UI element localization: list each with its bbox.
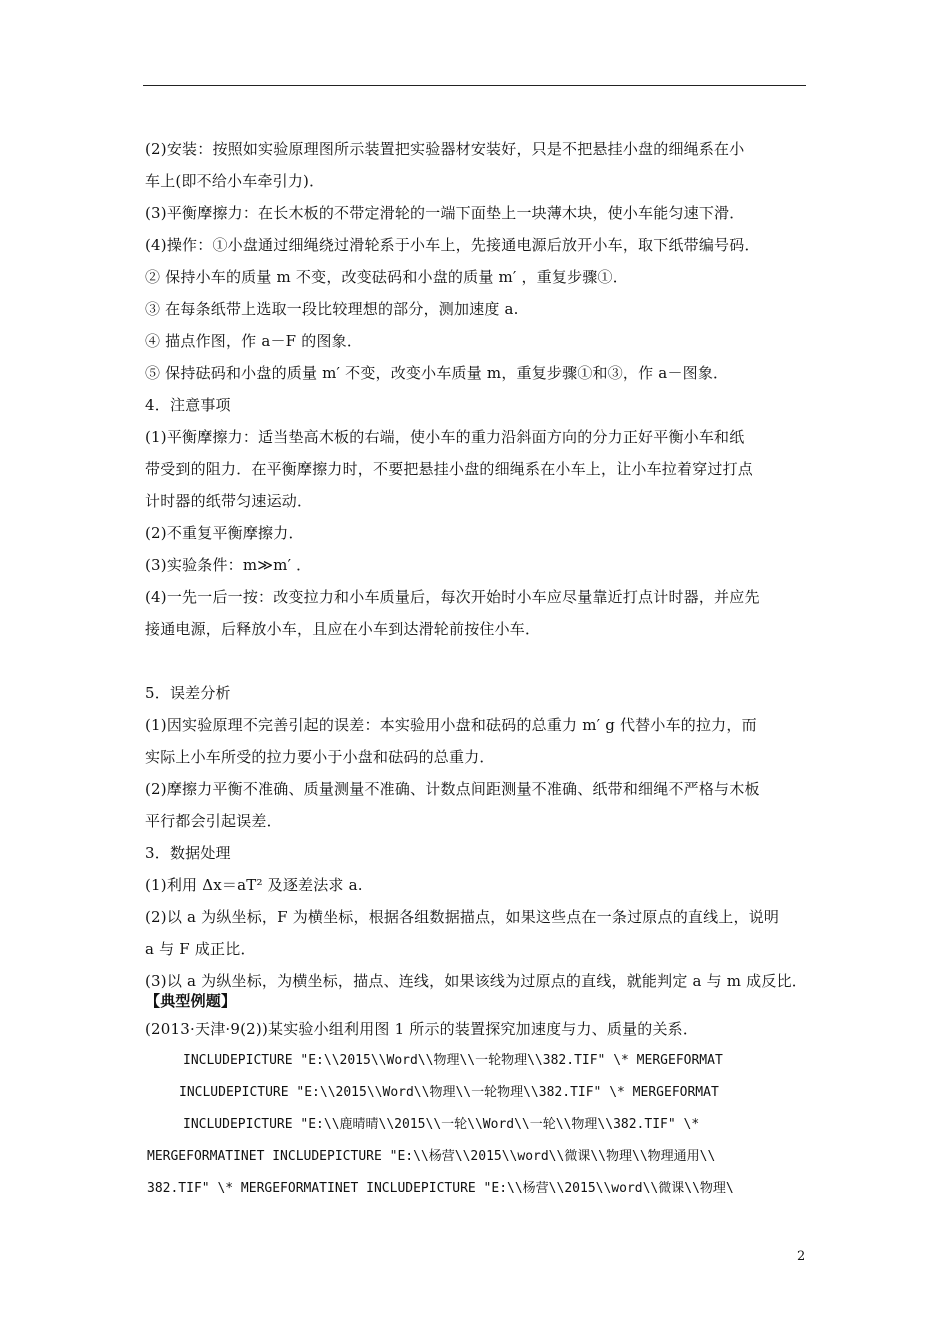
text-line: ② 保持小车的质量 m 不变，改变砝码和小盘的质量 m′ ，重复步骤①．: [145, 268, 628, 286]
text-line: (3)实验条件：m≫m′ ．: [145, 556, 312, 574]
text-line: ⑤ 保持砝码和小盘的质量 m′ 不变，改变小车质量 m，重复步骤①和③，作 a－图象．: [145, 364, 729, 382]
field-code-line: INCLUDEPICTURE "E:\\鹿晴晴\\2015\\一轮\\Word\\一轮\\物理\\382.TIF" \*: [183, 1117, 700, 1132]
text-line: ③ 在每条纸带上选取一段比较理想的部分，测加速度 a.: [145, 300, 519, 318]
field-code-line: MERGEFORMATINET INCLUDEPICTURE "E:\\杨营\\2015\\word\\微课\\物理\\物理通用\\: [147, 1149, 716, 1164]
text-line: (4)一先一后一按：改变拉力和小车质量后，每次开始时小车应尽量靠近打点计时器，并应先: [145, 588, 760, 606]
text-line: (1)平衡摩擦力：适当垫高木板的右端，使小车的重力沿斜面方向的分力正好平衡小车和纸: [145, 428, 745, 446]
field-code-line: 382.TIF" \* MERGEFORMATINET INCLUDEPICTURE "E:\\杨营\\2015\\word\\微课\\物理\: [147, 1181, 734, 1196]
text-line: (2)安装：按照如实验原理图所示装置把实验器材安装好，只是不把悬挂小盘的细绳系在小: [145, 140, 745, 158]
text-line: (3)以 a 为纵坐标，为横坐标，描点、连线，如果该线为过原点的直线，就能判定 a 与 m 成反比．: [145, 972, 807, 990]
section-heading: 5．误差分析: [145, 684, 231, 702]
text-line: (2)摩擦力平衡不准确、质量测量不准确、计数点间距测量不准确、纸带和细绳不严格与木板: [145, 780, 760, 798]
text-line: a 与 F 成正比．: [145, 940, 256, 958]
text-line: (2013·天津·9(2))某实验小组利用图 1 所示的装置探究加速度与力、质量的关系．: [145, 1020, 699, 1038]
header-rule: [143, 85, 806, 86]
text-line: (2)以 a 为纵坐标，F 为横坐标，根据各组数据描点，如果这些点在一条过原点的直线上，说明: [145, 908, 780, 926]
section-heading: 4．注意事项: [145, 396, 231, 414]
text-line: 平行都会引起误差．: [145, 812, 282, 830]
text-line: (4)操作：①小盘通过细绳绕过滑轮系于小车上，先接通电源后放开小车，取下纸带编号码．: [145, 236, 760, 254]
field-code-line: INCLUDEPICTURE "E:\\2015\\Word\\物理\\一轮物理\\382.TIF" \* MERGEFORMAT: [183, 1053, 723, 1068]
text-line: (1)利用 Δx＝aT² 及逐差法求 a.: [145, 876, 363, 894]
text-line: (1)因实验原理不完善引起的误差：本实验用小盘和砝码的总重力 m′ g 代替小车的拉力，而: [145, 716, 757, 734]
page-number: 2: [797, 1249, 806, 1264]
text-line: 计时器的纸带匀速运动．: [145, 492, 313, 510]
field-code-line: INCLUDEPICTURE "E:\\2015\\Word\\物理\\一轮物理\\382.TIF" \* MERGEFORMAT: [179, 1085, 719, 1100]
text-line: (2)不重复平衡摩擦力．: [145, 524, 304, 542]
section-heading: 3．数据处理: [145, 844, 231, 862]
text-line: 实际上小车所受的拉力要小于小盘和砝码的总重力．: [145, 748, 495, 766]
text-line: 带受到的阻力．在平衡摩擦力时，不要把悬挂小盘的细绳系在小车上，让小车拉着穿过打点: [145, 460, 754, 478]
text-line: 接通电源，后释放小车，且应在小车到达滑轮前按住小车．: [145, 620, 541, 638]
text-line: ④ 描点作图，作 a－F 的图象．: [145, 332, 363, 350]
text-line: 车上(即不给小车牵引力)．: [145, 172, 325, 190]
example-heading: 【典型例题】: [145, 992, 237, 1010]
text-line: (3)平衡摩擦力：在长木板的不带定滑轮的一端下面垫上一块薄木块，使小车能匀速下滑．: [145, 204, 745, 222]
